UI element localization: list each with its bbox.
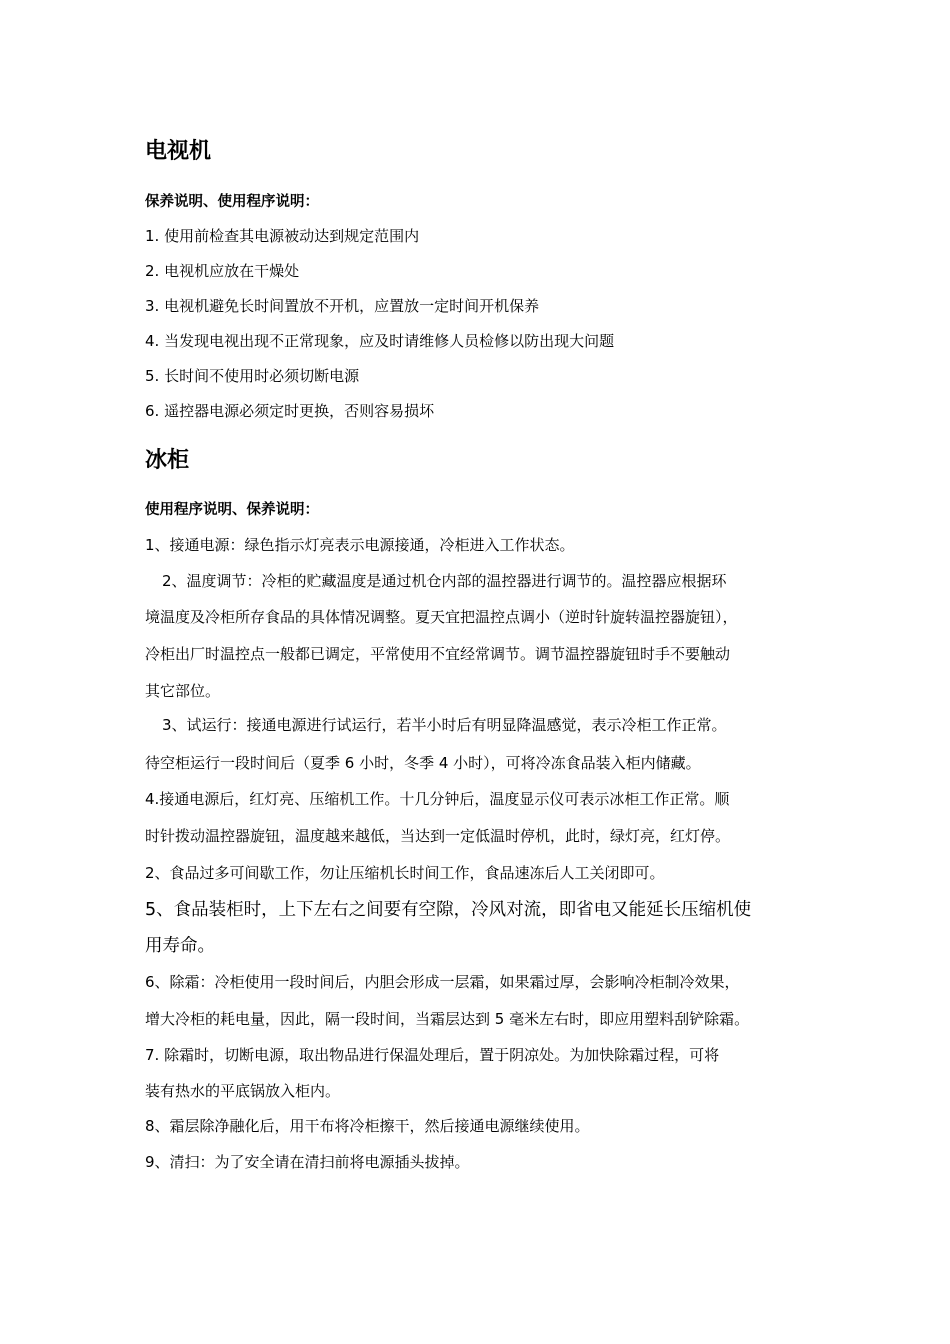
tv-item-6: 6. 遥控器电源必须定时更换，否则容易损坏 [145,402,435,420]
tv-item-1: 1. 使用前检查其电源被动达到规定范围内 [145,227,420,245]
fridge-line-4: 冷柜出厂时温控点一般都已调定，平常使用不宜经常调节。调节温控器旋钮时手不要触动 [145,645,731,663]
tv-item-2: 2. 电视机应放在干燥处 [145,262,300,280]
fridge-line-11: 5、食品装柜时，上下左右之间要有空隙，冷风对流，即省电又能延长压缩机使 [145,900,752,920]
fridge-line-7: 待空柜运行一段时间后（夏季 6 小时，冬季 4 小时），可将冷冻食品装入柜内储藏。 [145,754,701,772]
fridge-line-14: 增大冷柜的耗电量，因此，隔一段时间，当霜层达到 5 毫米左右时，即应用塑料刮铲除霜。 [145,1010,750,1028]
fridge-line-6: 3、试运行：接通电源进行试运行，若半小时后有明显降温感觉，表示冷柜工作正常。 [162,716,727,734]
fridge-line-18: 9、清扫：为了安全请在清扫前将电源插头拔掉。 [145,1153,470,1171]
fridge-line-13: 6、除霜：冷柜使用一段时间后，内胆会形成一层霜，如果霜过厚，会影响冷柜制冷效果， [145,973,740,991]
tv-title: 电视机 [145,139,212,164]
fridge-line-15: 7. 除霜时，切断电源，取出物品进行保温处理后，置于阴凉处。为加快除霜过程，可将 [145,1046,720,1064]
fridge-line-17: 8、霜层除净融化后，用干布将冷柜擦干，然后接通电源继续使用。 [145,1117,590,1135]
tv-item-3: 3. 电视机避免长时间置放不开机，应置放一定时间开机保养 [145,297,540,315]
fridge-line-12: 用寿命。 [145,936,215,956]
fridge-title: 冰柜 [145,448,190,473]
fridge-line-1: 1、接通电源：绿色指示灯亮表示电源接通，冷柜进入工作状态。 [145,536,575,554]
tv-subtitle: 保养说明、使用程序说明： [145,194,319,210]
fridge-line-3: 境温度及冷柜所存食品的具体情况调整。夏天宜把温控点调小（逆时针旋转温控器旋钮）， [145,608,738,626]
fridge-line-9: 时针拨动温控器旋钮，温度越来越低，当达到一定低温时停机，此时，绿灯亮，红灯停。 [145,827,731,845]
fridge-line-5: 其它部位。 [145,682,221,700]
fridge-line-8: 4.接通电源后，红灯亮、压缩机工作。十几分钟后，温度显示仪可表示冰柜工作正常。顺 [145,790,730,808]
tv-item-5: 5. 长时间不使用时必须切断电源 [145,367,360,385]
fridge-line-16: 装有热水的平底锅放入柜内。 [145,1082,341,1100]
fridge-line-10: 2、食品过多可间歇工作，勿让压缩机长时间工作，食品速冻后人工关闭即可。 [145,864,665,882]
fridge-subtitle: 使用程序说明、保养说明： [145,502,319,518]
tv-item-4: 4. 当发现电视出现不正常现象，应及时请维修人员检修以防出现大问题 [145,332,615,350]
fridge-line-2: 2、温度调节：冷柜的贮藏温度是通过机仓内部的温控器进行调节的。温控器应根据环 [162,572,727,590]
